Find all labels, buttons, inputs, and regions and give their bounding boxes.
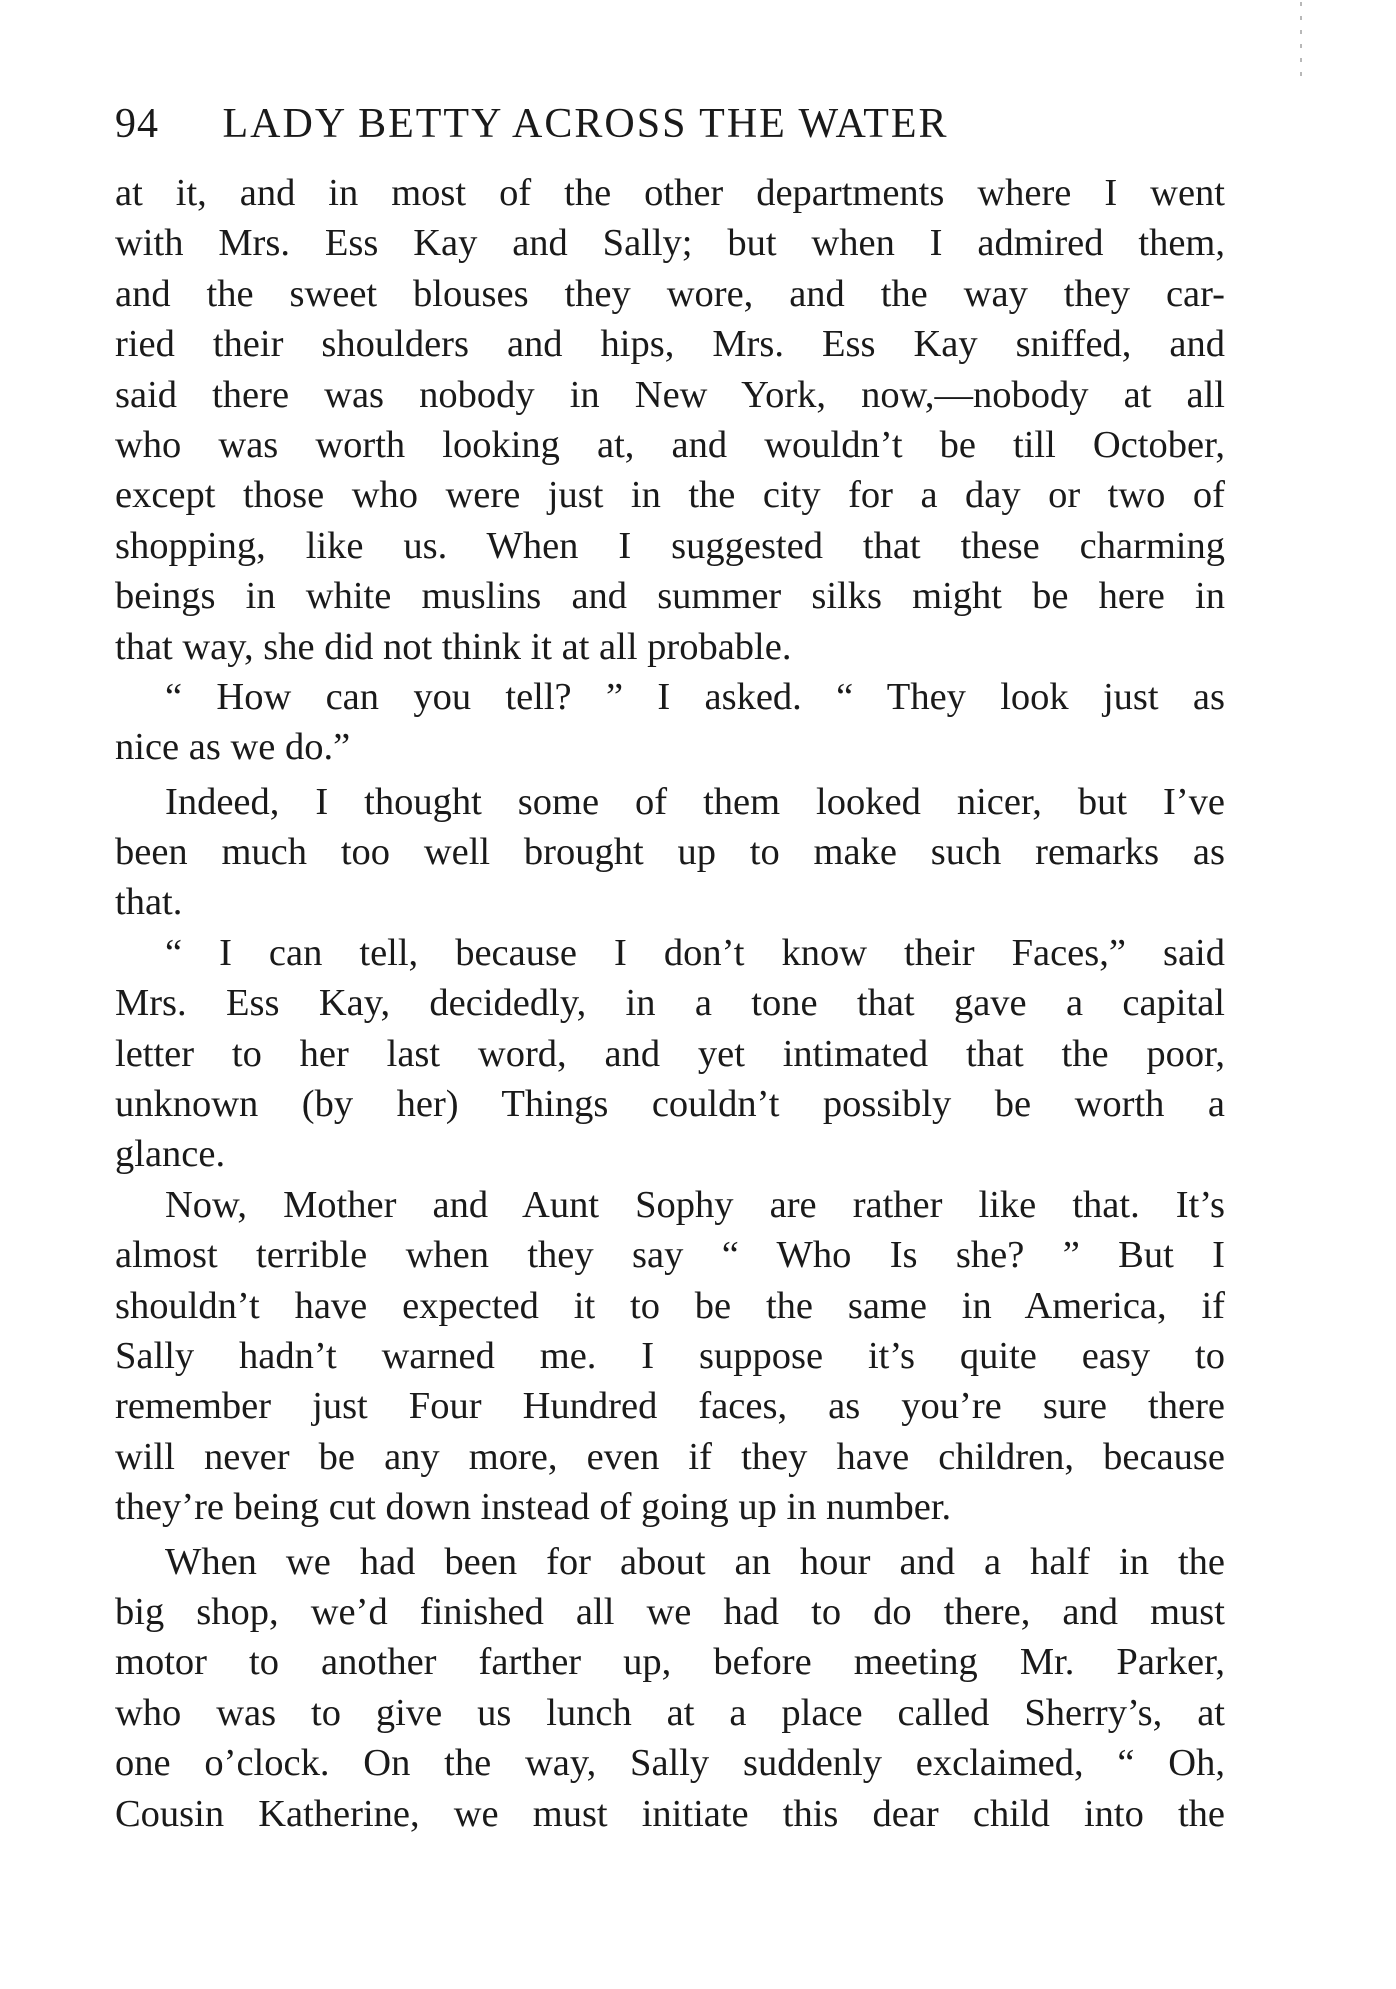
text-line: with Mrs. Ess Kay and Sally; but when I admired them, [115,222,1225,265]
text-line: Mrs. Ess Kay, decidedly, in a tone that gave a capital [115,982,1225,1025]
text-line: beings in white muslins and summer silks might be here in [115,575,1225,618]
text-line: will never be any more, even if they have children, because [115,1435,1225,1478]
text-line: except those who were just in the city for a day or two of [115,474,1225,517]
text-line: Indeed, I thought some of them looked nicer, but I’ve [165,780,1225,823]
text-line: remember just Four Hundred faces, as you’re sure there [115,1385,1225,1428]
text-line: Cousin Katherine, we must initiate this dear child into the [115,1792,1225,1835]
text-line: one o’clock. On the way, Sally suddenly exclaimed, “ Oh, [115,1742,1225,1785]
text-line: ried their shoulders and hips, Mrs. Ess Kay sniffed, and [115,323,1225,366]
text-line: glance. [115,1133,226,1176]
body-text [115,168,1225,1839]
text-line: they’re being cut down instead of going up in number. [115,1486,952,1529]
text-line: letter to her last word, and yet intimated that the poor, [115,1032,1225,1075]
text-line: big shop, we’d finished all we had to do there, and must [115,1590,1225,1633]
text-line: that way, she did not think it at all probable. [115,625,792,668]
text-line: nice as we do.” [115,726,351,769]
text-line: who was to give us lunch at a place called Sherry’s, at [115,1691,1225,1734]
text-line: “ How can you tell? ” I asked. “ They look just as [165,675,1225,718]
text-line: almost terrible when they say “ Who Is she? ” But I [115,1234,1225,1277]
text-line: at it, and in most of the other departments where I went [115,172,1225,214]
text-line: “ I can tell, because I don’t know their Faces,” said [165,931,1225,974]
page-header [115,96,1115,152]
text-line: who was worth looking at, and wouldn’t be till October, [115,423,1225,466]
running-title: LADY BETTY ACROSS THE WATER [222,101,949,147]
text-line: said there was nobody in New York, now,—nobody at all [115,373,1225,416]
text-line: unknown (by her) Things couldn’t possibly be worth a [115,1083,1225,1126]
text-line: motor to another farther up, before meeting Mr. Parker, [115,1641,1225,1684]
text-line: and the sweet blouses they wore, and the way they car- [115,272,1225,315]
scan-margin-mark [1300,2,1302,82]
text-line: been much too well brought up to make such remarks as [115,831,1225,874]
text-line: When we had been for about an hour and a half in the [165,1540,1225,1583]
text-line: Sally hadn’t warned me. I suppose it’s quite easy to [115,1334,1225,1377]
text-line: shouldn’t have expected it to be the same in America, if [115,1284,1225,1327]
page-number: 94 [115,101,159,147]
text-line: shopping, like us. When I suggested that these charming [115,524,1225,567]
text-line: that. [115,881,183,924]
text-line: Now, Mother and Aunt Sophy are rather like that. It’s [165,1183,1225,1226]
